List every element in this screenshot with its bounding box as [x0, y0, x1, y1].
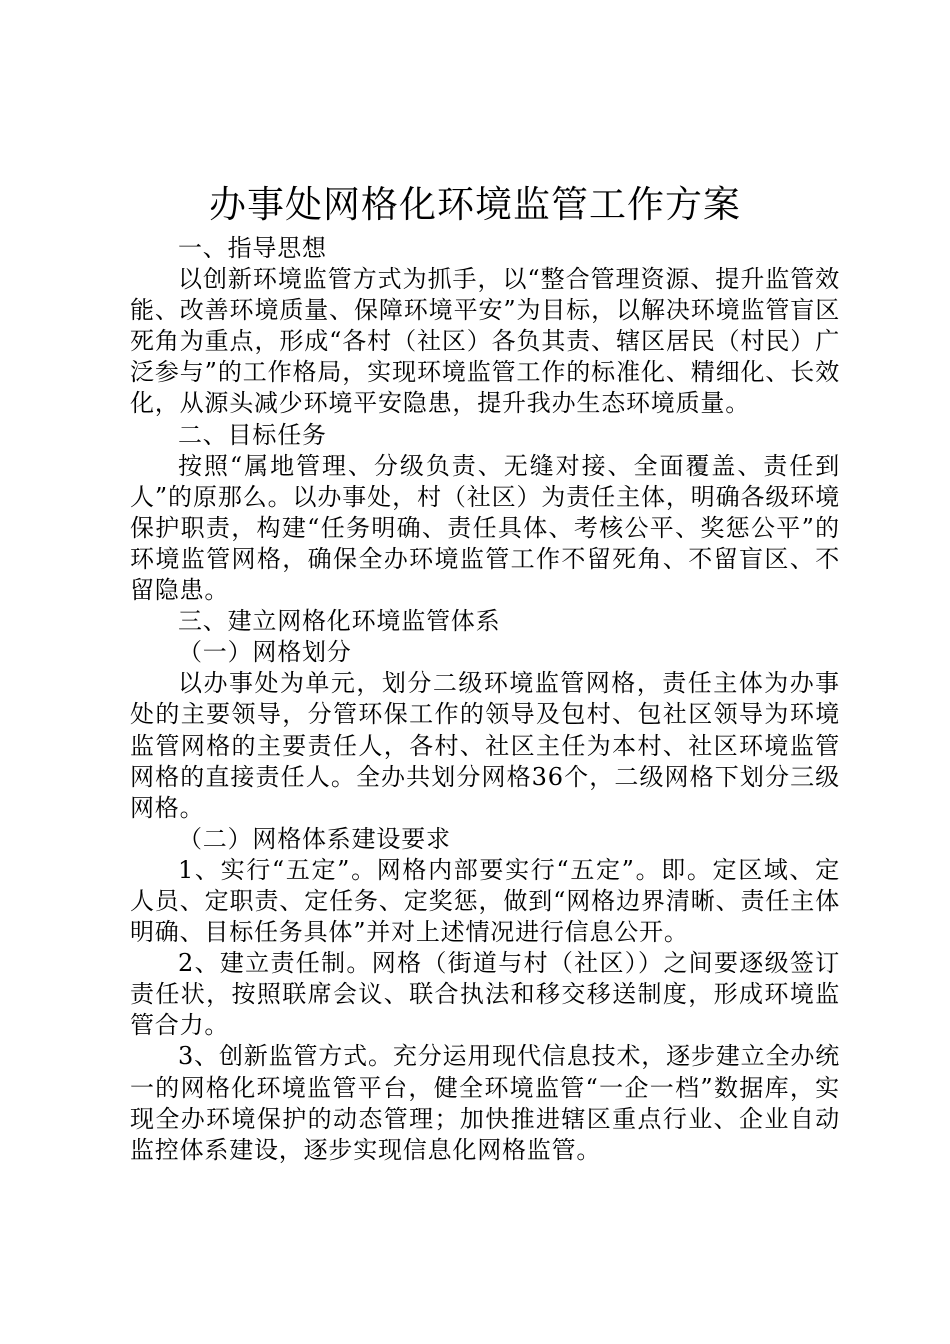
- subsection-paragraph-grid-division: 以办事处为单元，划分二级环境监管网格，责任主体为办事处的主要领导，分管环保工作的领导及包村、包社区领导为环境监管网格的主要责任人，各村、社区主任为本村、社区环境监管网格的直接责任人。全办共划分网格36个，二级网格下划分三级网格。: [130, 669, 840, 822]
- requirement-item-innovate-supervision: 3、创新监管方式。充分运用现代信息技术，逐步建立全办统一的网格化环境监管平台，健全环境监管“一企一档”数据库，实现全办环境保护的动态管理；加快推进辖区重点行业、企业自动监控体系建设，逐步实现信息化网格监管。: [130, 1042, 840, 1164]
- document-title: 办事处网格化环境监管工作方案: [209, 183, 741, 226]
- section-paragraph-guiding-ideology: 以创新环境监管方式为抓手，以“整合管理资源、提升监管效能、改善环境质量、保障环境平安”为目标，以解决环境监管盲区死角为重点，形成“各村（社区）各负其责、辖区居民（村民）广泛参与”的工作格局，实现环境监管工作的标准化、精细化、长效化，从源头减少环境平安隐患，提升我办生态环境质量。: [130, 265, 840, 418]
- requirement-item-five-fixes: 1、实行“五定”。网格内部要实行“五定”。即。定区域、定人员、定职责、定任务、定奖惩，做到“网格边界清晰、责任主体明确、目标任务具体”并对上述情况进行信息公开。: [130, 855, 840, 947]
- section-heading-grid-system: 三、建立网格化环境监管体系: [178, 607, 501, 636]
- section-paragraph-goals: 按照“属地管理、分级负责、无缝对接、全面覆盖、责任到人”的原那么。以办事处，村（社区）为责任主体，明确各级环境保护职责，构建“任务明确、责任具体、考核公平、奖惩公平”的环境监管网格，确保全办环境监管工作不留死角、不留盲区、不留隐患。: [130, 451, 840, 605]
- subsection-heading-grid-division: （一）网格划分: [178, 638, 352, 667]
- document-body: [130, 233, 840, 1166]
- section-heading-goals: 二、目标任务: [178, 420, 327, 449]
- section-heading-guiding-ideology: 一、指导思想: [178, 234, 327, 262]
- requirement-item-responsibility-system: 2、建立责任制。网格（街道与村（社区））之间要逐级签订责任状，按照联席会议、联合执法和移交移送制度，形成环境监管合力。: [130, 949, 840, 1040]
- subsection-heading-construction-requirements: （二）网格体系建设要求: [178, 824, 451, 853]
